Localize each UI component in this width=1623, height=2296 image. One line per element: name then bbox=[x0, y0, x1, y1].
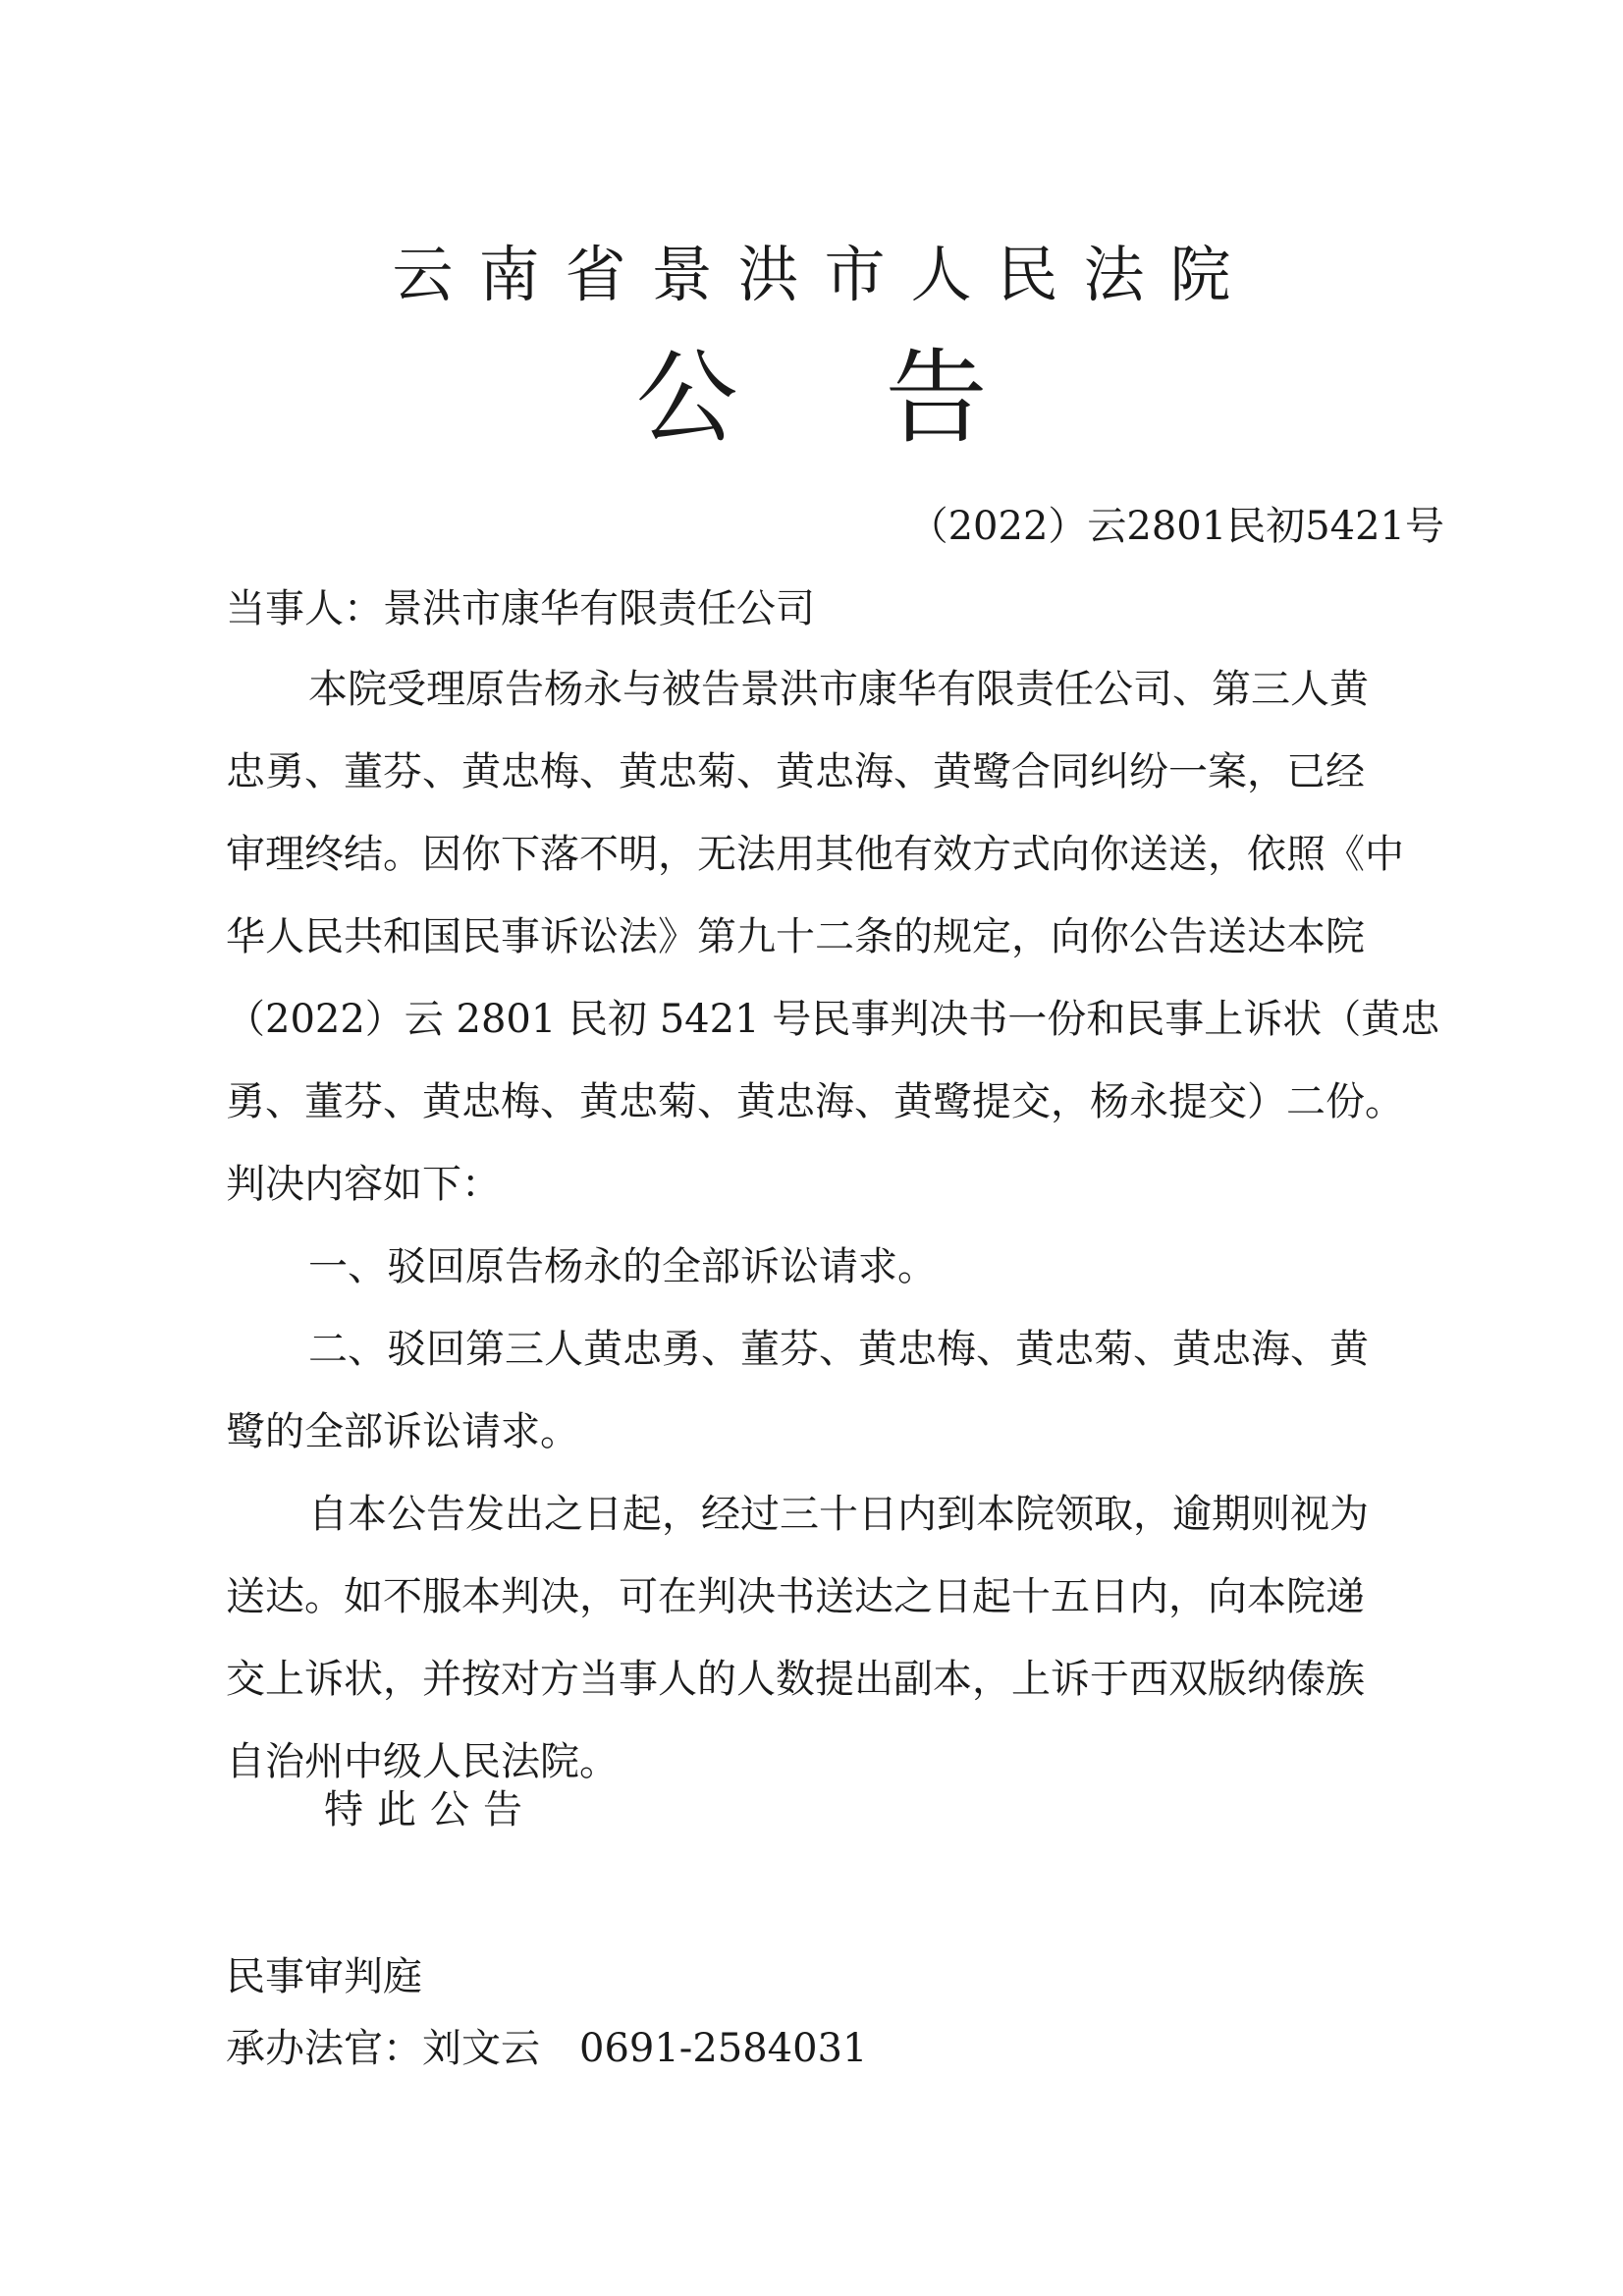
body-line: 华人民共和国民事诉讼法》第九十二条的规定，向你公告送达本院 bbox=[226, 914, 1365, 959]
body-line: 自本公告发出之日起，经过三十日内到本院领取，逾期则视为 bbox=[308, 1492, 1369, 1537]
court-division: 民事审判庭 bbox=[226, 1954, 422, 1999]
body-line: 二、驳回第三人黄忠勇、董芬、黄忠梅、黄忠菊、黄忠海、黄 bbox=[308, 1327, 1369, 1372]
body-line: 判决内容如下： bbox=[226, 1162, 501, 1207]
party-line: 当事人：景洪市康华有限责任公司 bbox=[226, 586, 815, 631]
body-paragraph-3 bbox=[226, 1473, 1435, 1803]
body-line: 鹭的全部诉讼请求。 bbox=[226, 1409, 579, 1454]
document-title: 公告 bbox=[635, 338, 1135, 458]
judgment-item-1 bbox=[226, 1226, 1435, 1308]
judge-name: 承办法官：刘文云 bbox=[226, 2026, 540, 2071]
body-line: 本院受理原告杨永与被告景洪市康华有限责任公司、第三人黄 bbox=[308, 667, 1369, 712]
body-line: 忠勇、董芬、黄忠梅、黄忠菊、黄忠海、黄鹭合同纠纷一案，已经 bbox=[226, 749, 1365, 794]
body-line: （2022）云 2801 民初 5421 号民事判决书一份和民事上诉状（黄忠 bbox=[226, 997, 1440, 1042]
judgment-item-2 bbox=[226, 1308, 1435, 1473]
judge-contact bbox=[226, 2021, 867, 2076]
body-paragraph-1 bbox=[226, 648, 1440, 1226]
body-line: 审理终结。因你下落不明，无法用其他有效方式向你送送，依照《中 bbox=[226, 832, 1404, 877]
closing-phrase: 特此公告 bbox=[324, 1787, 536, 1832]
body-line: 送达。如不服本判决，可在判决书送达之日起十五日内，向本院递 bbox=[226, 1574, 1365, 1619]
body-line: 一、驳回原告杨永的全部诉讼请求。 bbox=[308, 1244, 937, 1289]
case-number: （2022）云2801民初5421号 bbox=[908, 504, 1444, 549]
body-line: 交上诉状，并按对方当事人的人数提出副本，上诉于西双版纳傣族 bbox=[226, 1657, 1365, 1702]
body-line: 勇、董芬、黄忠梅、黄忠菊、黄忠海、黄鹭提交，杨永提交）二份。 bbox=[226, 1079, 1404, 1124]
court-name: 云南省景洪市人民法院 bbox=[392, 239, 1257, 310]
body-line: 自治州中级人民法院。 bbox=[226, 1739, 619, 1784]
phone-number: 0691-2584031 bbox=[579, 2026, 868, 2071]
